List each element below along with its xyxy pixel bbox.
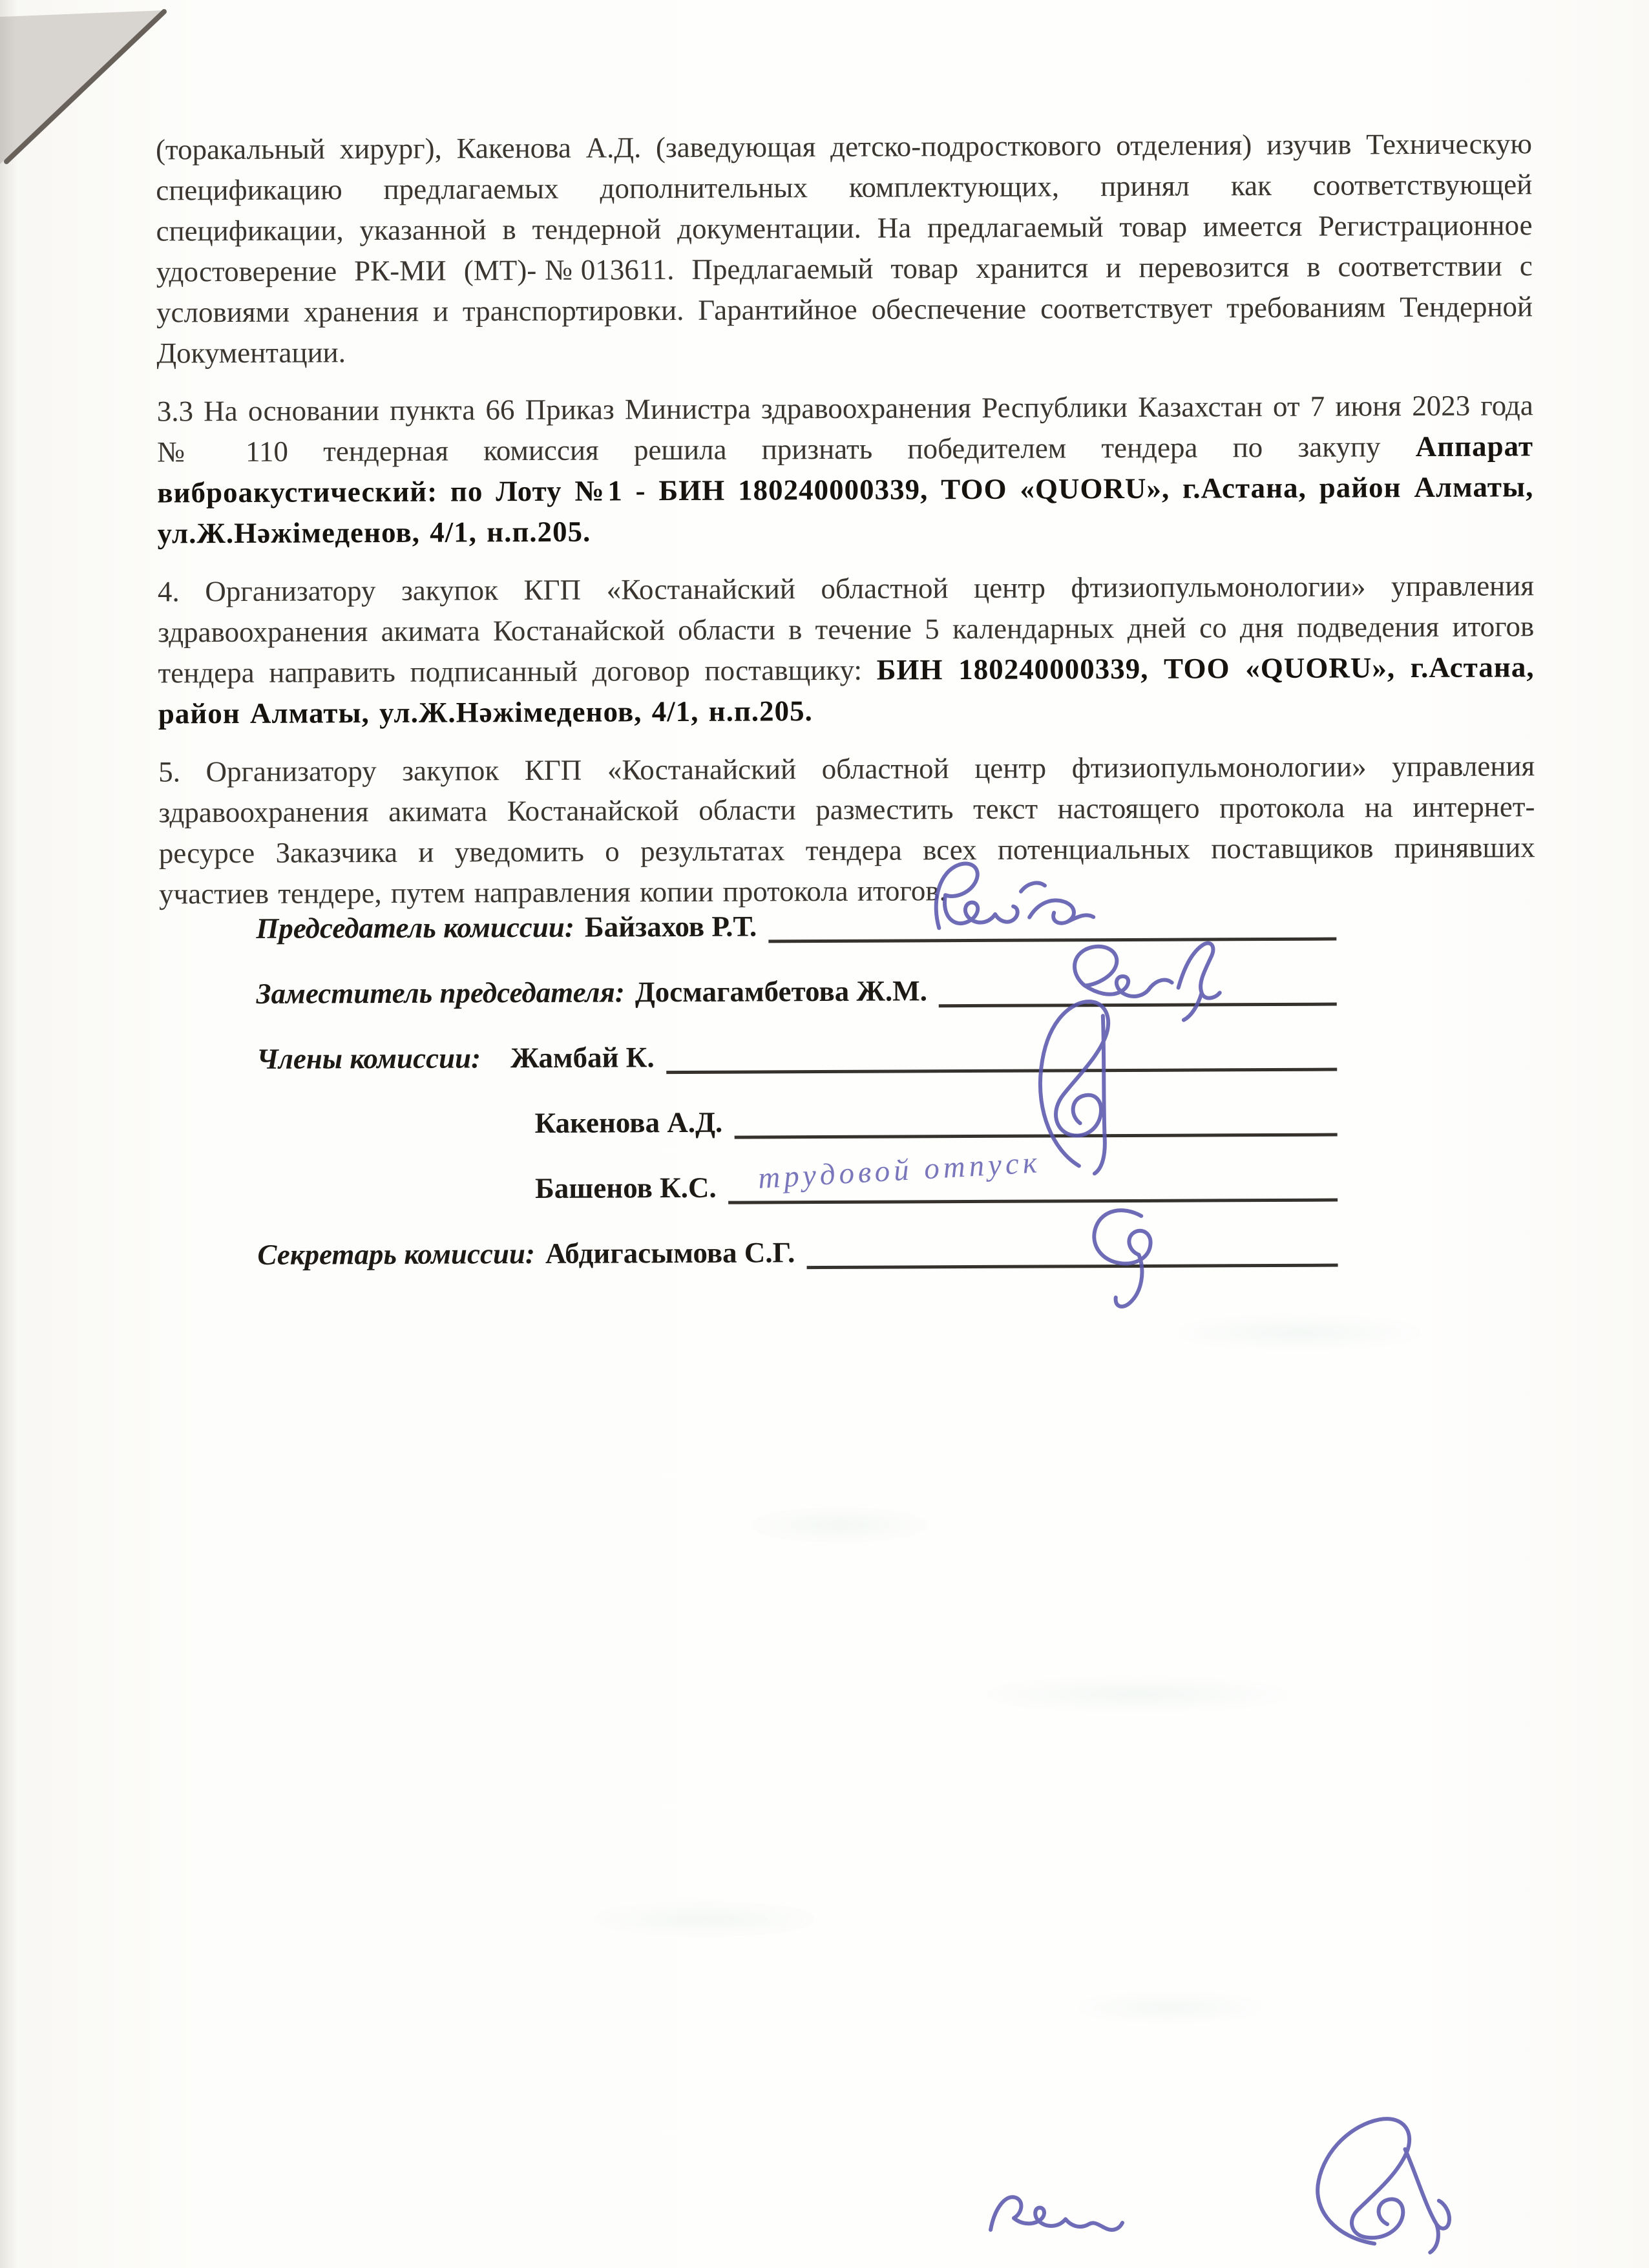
clause-5: 5. Организатору закупок КГП «Костанайский областной центр фтизиопульмонологии» управления здравоохранения акимата Костанайской области разместить текст настоящего протокола на интернет-ресурсе Заказчика и уведомить о результатах тендера всех потенциальных поставщиков принявших участиев тендере, путем направления копии протокола итогов. xyxy=(158,750,1535,910)
signature-block xyxy=(256,882,1338,1278)
role-label: Члены комиссии: xyxy=(257,1042,481,1075)
clause-4 xyxy=(158,565,1535,734)
signature-row-chairman xyxy=(256,882,1336,952)
signer-name: Досмагамбетова Ж.М. xyxy=(635,974,928,1009)
role-label: Председатель комиссии: xyxy=(256,910,575,945)
signer-name: Абдигасымова С.Г. xyxy=(545,1236,795,1270)
signature-row-member-zhambay xyxy=(257,1013,1337,1082)
paragraph-intro: (торакальный хирург), Какенова А.Д. (заведующая детско-подросткового отделения) изучив Техническую спецификацию предлагаемых дополнительных комплектующих, принял как соответствующей спецификации, указанной в тендерной документации. На предлагаемый товар имеется Регистрационное удостоверение РК-МИ (МТ)-№013611. Предлагаемый товар хранится и перевозится в соответствии с условиями хранения и транспортировки. Гарантийное обеспечение соответствует требованиям Тендерной Документации. xyxy=(155,127,1533,370)
document-body xyxy=(156,123,1535,932)
clause-3-3-text: 3.3 На основании пункта 66 Приказ Министра здравоохранения Республики Казахстан от 7 июня 2023 года № 110 тендерная комиссия решила признать победителем тендера по закупу xyxy=(156,389,1533,468)
clause-4-supplier: БИН 180240000339, ТОО «QUORU», г.Астана, район Алматы, ул.Ж.Нәжімеденов, 4/1, н.п.205. xyxy=(158,651,1535,730)
signature-line xyxy=(734,1128,1337,1139)
signature-row-secretary xyxy=(257,1208,1338,1278)
signer-name: Башенов К.С. xyxy=(534,1171,717,1204)
clause-3-3-winner: Аппарат виброакустический: по Лоту №1 - БИН 180240000339, ТОО «QUORU», г.Астана, район Алматы, ул.Ж.Нәжімеденов, 4/1, н.п.205. xyxy=(157,430,1534,550)
signature-line xyxy=(939,998,1337,1008)
clause-4-text: 4. Организатору закупок КГП «Костанайский областной центр фтизиопульмонологии» управления здравоохранения акимата Костанайской области в течение 5 календарных дней со дня подведения итогов тендера направить подписанный договор поставщику: xyxy=(157,569,1535,689)
role-label: Секретарь комиссии: xyxy=(257,1237,536,1271)
handwritten-note: трудовой отпуск xyxy=(757,1146,1042,1195)
role-label: Заместитель председателя: xyxy=(256,976,625,1010)
signature-row-member-bashenov xyxy=(257,1143,1338,1213)
signature-row-deputy xyxy=(256,947,1336,1017)
signature-line xyxy=(666,1063,1338,1075)
signature-line xyxy=(768,932,1336,943)
clause-3-3 xyxy=(157,385,1534,554)
signature-line xyxy=(728,1193,1338,1204)
signer-name: Жамбай К. xyxy=(510,1041,655,1075)
signer-name: Байзахов Р.Т. xyxy=(584,910,757,943)
signature-bottom-right-ink xyxy=(1318,2119,1450,2253)
signature-line xyxy=(806,1259,1338,1270)
signer-name: Какенова А.Д. xyxy=(534,1106,723,1139)
signature-row-member-kakenova xyxy=(257,1078,1337,1148)
signature-bottom-left-ink xyxy=(991,2197,1122,2231)
